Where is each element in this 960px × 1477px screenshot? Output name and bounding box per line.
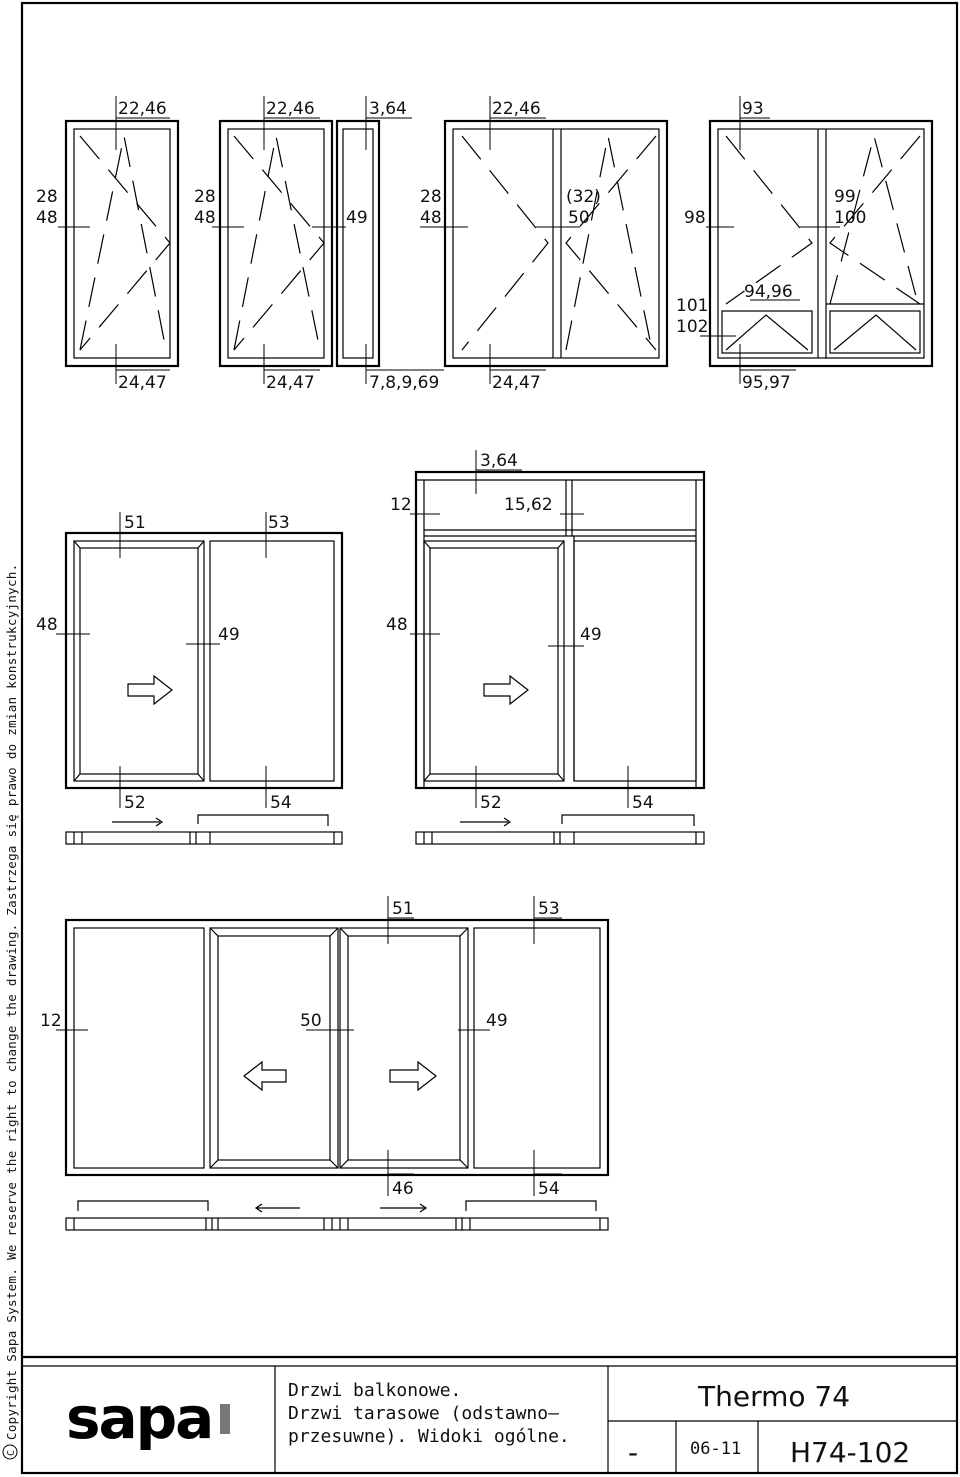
svg-text:54: 54 bbox=[270, 793, 292, 813]
svg-text:48: 48 bbox=[420, 208, 442, 228]
svg-text:28: 28 bbox=[194, 187, 216, 207]
svg-text:48: 48 bbox=[194, 208, 216, 228]
drawing-date: 06-11 bbox=[690, 1439, 742, 1459]
slide-arrow-right-icon bbox=[128, 676, 172, 704]
svg-text:46: 46 bbox=[392, 1179, 414, 1199]
sliding-door-left bbox=[66, 533, 342, 844]
svg-text:53: 53 bbox=[538, 899, 560, 919]
svg-text:7,8,9,69: 7,8,9,69 bbox=[369, 373, 440, 393]
svg-text:99: 99 bbox=[834, 187, 856, 207]
svg-text:15,62: 15,62 bbox=[504, 495, 553, 515]
svg-text:48: 48 bbox=[36, 208, 58, 228]
svg-text:12: 12 bbox=[40, 1011, 62, 1031]
svg-text:Copyright Sapa System. We rese: Copyright Sapa System. We reserve the right to change the drawing. Zastrzega się prawo do zmian konstrukcyjnych. bbox=[4, 563, 19, 1440]
sheet-border bbox=[22, 3, 957, 1473]
svg-text:12: 12 bbox=[390, 495, 412, 515]
svg-text:50: 50 bbox=[568, 208, 590, 228]
window-fixed-narrow bbox=[337, 121, 379, 366]
svg-text:49: 49 bbox=[486, 1011, 508, 1031]
label-top-4: 22,46 bbox=[492, 99, 541, 119]
sliding-door-left-leaders bbox=[56, 512, 296, 808]
svg-text:48: 48 bbox=[36, 615, 58, 635]
window-turn-tilt-1 bbox=[66, 121, 178, 366]
svg-text:101: 101 bbox=[676, 296, 709, 316]
window-double bbox=[445, 121, 667, 366]
svg-text:28: 28 bbox=[36, 187, 58, 207]
svg-text:49: 49 bbox=[346, 208, 368, 228]
svg-text:50: 50 bbox=[300, 1011, 322, 1031]
top-row-labels bbox=[36, 99, 866, 393]
svg-text:100: 100 bbox=[834, 208, 867, 228]
sliding-door-right-labels bbox=[386, 451, 654, 813]
svg-text:24,47: 24,47 bbox=[492, 373, 541, 393]
svg-text:(32): (32) bbox=[566, 187, 601, 207]
slide-arrow-right-icon bbox=[390, 1062, 436, 1090]
top-row-leaders bbox=[58, 96, 840, 384]
sliding-door-four-panel-labels bbox=[40, 899, 560, 1199]
sliding-door-right bbox=[416, 472, 704, 844]
drawing-number: H74-102 bbox=[790, 1436, 911, 1469]
copyright-icon bbox=[3, 1445, 17, 1459]
svg-text:24,47: 24,47 bbox=[118, 373, 167, 393]
svg-text:C: C bbox=[6, 1449, 17, 1456]
system-name: Thermo 74 bbox=[698, 1380, 851, 1413]
title-block bbox=[66, 1366, 957, 1473]
top-row-windows bbox=[66, 121, 932, 366]
slide-arrow-right-icon bbox=[484, 676, 528, 704]
svg-text:48: 48 bbox=[386, 615, 408, 635]
label-top-5: 93 bbox=[742, 99, 764, 119]
svg-text:52: 52 bbox=[480, 793, 502, 813]
svg-text:53: 53 bbox=[268, 513, 290, 533]
sapa-logo bbox=[66, 1384, 230, 1452]
svg-text:54: 54 bbox=[632, 793, 654, 813]
label-top-2: 22,46 bbox=[266, 99, 315, 119]
svg-text:3,64: 3,64 bbox=[480, 451, 518, 471]
svg-text:51: 51 bbox=[124, 513, 146, 533]
svg-text:102: 102 bbox=[676, 317, 709, 337]
window-turn-tilt-2 bbox=[220, 121, 332, 366]
svg-text:sapa: sapa bbox=[66, 1384, 213, 1452]
svg-text:49: 49 bbox=[218, 625, 240, 645]
description-line-1: Drzwi balkonowe. bbox=[288, 1380, 462, 1401]
sliding-door-four-panel bbox=[66, 920, 608, 1230]
label-top-3: 3,64 bbox=[369, 99, 407, 119]
svg-text:28: 28 bbox=[420, 187, 442, 207]
description-line-2: Drzwi tarasowe (odstawno— bbox=[288, 1403, 559, 1424]
svg-text:98: 98 bbox=[684, 208, 706, 228]
svg-text:49: 49 bbox=[580, 625, 602, 645]
svg-text:95,97: 95,97 bbox=[742, 373, 791, 393]
label-top-1: 22,46 bbox=[118, 99, 167, 119]
svg-text:24,47: 24,47 bbox=[266, 373, 315, 393]
slide-arrow-left-icon bbox=[244, 1062, 286, 1090]
svg-text:51: 51 bbox=[392, 899, 414, 919]
revision: - bbox=[628, 1436, 639, 1469]
svg-text:94,96: 94,96 bbox=[744, 282, 793, 302]
svg-text:52: 52 bbox=[124, 793, 146, 813]
sliding-door-four-panel-leaders bbox=[56, 896, 562, 1196]
window-double-with-panels bbox=[710, 121, 932, 366]
side-note bbox=[4, 564, 19, 1440]
svg-text:54: 54 bbox=[538, 1179, 560, 1199]
description-line-3: przesuwne). Widoki ogólne. bbox=[288, 1426, 570, 1447]
